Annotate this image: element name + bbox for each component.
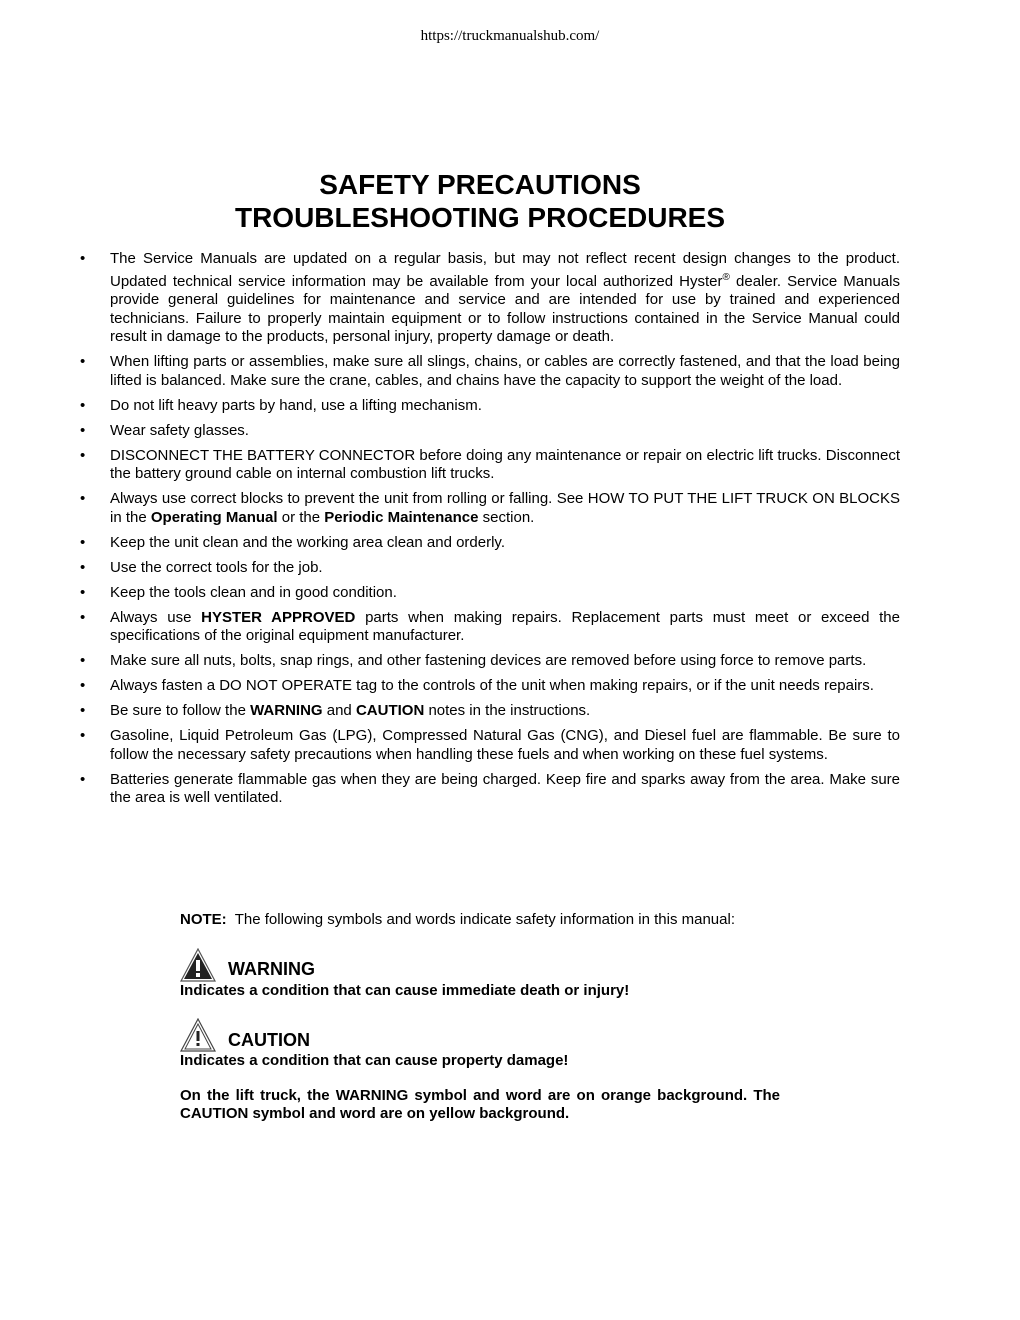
bullet-bold-text: HYSTER APPROVED [201,608,356,626]
note-text: The following symbols and words indicate safety information in this manual: [234,911,735,928]
bullet-marker: • [80,583,86,601]
bullet-marker: • [80,558,86,576]
bullet-item [80,584,900,603]
warning-title: WARNING [228,959,315,980]
bullet-text: Always use [110,608,202,626]
bullet-marker: • [80,533,86,551]
bullet-marker: • [80,396,86,414]
bullet-text: Always use correct blocks to prevent the unit from rolling or falling. See HOW TO PUT THE LIFT TRUCK ON BLOCKS in the [110,490,900,526]
bullet-text: Use the correct tools for the job. [110,558,323,576]
warning-description: Indicates a condition that can cause immediate death or injury! [180,981,630,999]
bullet-item [80,727,900,764]
registered-mark: ® [722,271,730,283]
bullet-text: Do not lift heavy parts by hand, use a lifting mechanism. [110,396,482,414]
caution-triangle-icon [180,1018,216,1052]
bullet-marker: • [80,727,86,744]
bullet-text: Gasoline, Liquid Petroleum Gas (LPG), Compressed Natural Gas (CNG), and Diesel fuel are flammable. Be sure to follow the necessary safety precautions when handling these fuels and when working on these fuel systems. [110,727,900,763]
bullet-text: Be sure to follow the [110,702,251,719]
bullet-text: Wear safety glasses. [110,421,249,439]
safety-precautions-list [80,250,900,814]
caution-description: Indicates a condition that can cause property damage! [180,1052,569,1069]
final-note: On the lift truck, the WARNING symbol and word are on orange background. The CAUTION symbol and word are on yellow background. [180,1086,780,1122]
note-paragraph [180,911,780,930]
bullet-item [80,702,900,721]
note-label: NOTE: [180,911,227,928]
bullet-item [80,422,900,441]
bullet-bold-text: WARNING [250,702,323,719]
bullet-item [80,490,900,527]
bullet-item [80,559,900,578]
bullet-bold-text: Periodic Maintenance [324,508,479,526]
page-title [0,168,960,234]
bullet-bold-text: Operating Manual [150,508,278,526]
bullet-item [80,677,900,696]
bullet-marker: • [80,353,86,370]
bullet-item [80,609,900,646]
bullet-bold-text: CAUTION [355,702,425,719]
bullet-text: Always fasten a DO NOT OPERATE tag to the controls of the unit when making repairs, or if the unit needs repairs. [110,677,874,694]
bullet-text: Batteries generate flammable gas when they are being charged. Keep fire and sparks away from the area. Make sure the area is well ventilated. [110,770,900,806]
warning-triangle-icon [180,948,216,982]
bullet-text: notes in the instructions. [424,702,591,719]
bullet-item [80,250,900,347]
bullet-item [80,447,900,484]
bullet-marker: • [80,677,86,694]
warning-heading [180,948,780,982]
note-block [180,911,780,1124]
bullet-text: Keep the unit clean and the working area clean and orderly. [110,533,505,551]
bullet-text: DISCONNECT THE BATTERY CONNECTOR before doing any maintenance or repair on electric lift trucks. Disconnect the battery ground cable on internal combustion lift trucks. [110,446,900,482]
bullet-marker: • [80,250,86,267]
bullet-marker: • [80,770,86,788]
bullet-text: parts when making repairs. Replacement parts must meet or exceed the specifications of the original equipment manufacturer. [110,608,900,644]
title-line-1: SAFETY PRECAUTIONS [319,169,641,200]
bullet-marker: • [80,421,86,439]
bullet-text: Make sure all nuts, bolts, snap rings, and other fastening devices are removed before using force to remove parts. [110,652,867,669]
bullet-marker: • [80,652,86,669]
bullet-marker: • [80,702,86,719]
bullet-text: The Service Manuals are updated on a regular basis, but may not reflect recent design changes to the product. Updated technical service information may be available from your local authorized Hyster [110,250,900,290]
bullet-item [80,353,900,390]
bullet-item [80,397,900,416]
caution-heading [180,1018,780,1052]
caution-title: CAUTION [228,1029,310,1050]
page-url-header: https://truckmanualshub.com/ [420,28,600,44]
bullet-marker: • [80,490,86,507]
bullet-text: and [322,702,356,719]
bullet-text: section. [478,508,535,526]
bullet-item [80,652,900,671]
bullet-text: When lifting parts or assemblies, make sure all slings, chains, or cables are correctly fastened, and that the load being lifted is balanced. Make sure the crane, cables, and chains have the capacity to support the weight of the load. [110,353,900,389]
bullet-item [80,771,900,808]
bullet-marker: • [80,608,86,626]
bullet-marker: • [80,446,86,464]
title-line-2: TROUBLESHOOTING PROCEDURES [234,202,726,233]
bullet-text: or the [277,508,325,526]
bullet-text: dealer. Service Manuals provide general guidelines for maintenance and service and are intended for use by trained and experienced technicians. Failure to properly maintain equipment or to follow instructions contained in the Service Manual could result in damage to the products, personal injury, property damage or death. [110,272,900,345]
bullet-text: Keep the tools clean and in good condition. [110,583,397,601]
bullet-item [80,534,900,553]
